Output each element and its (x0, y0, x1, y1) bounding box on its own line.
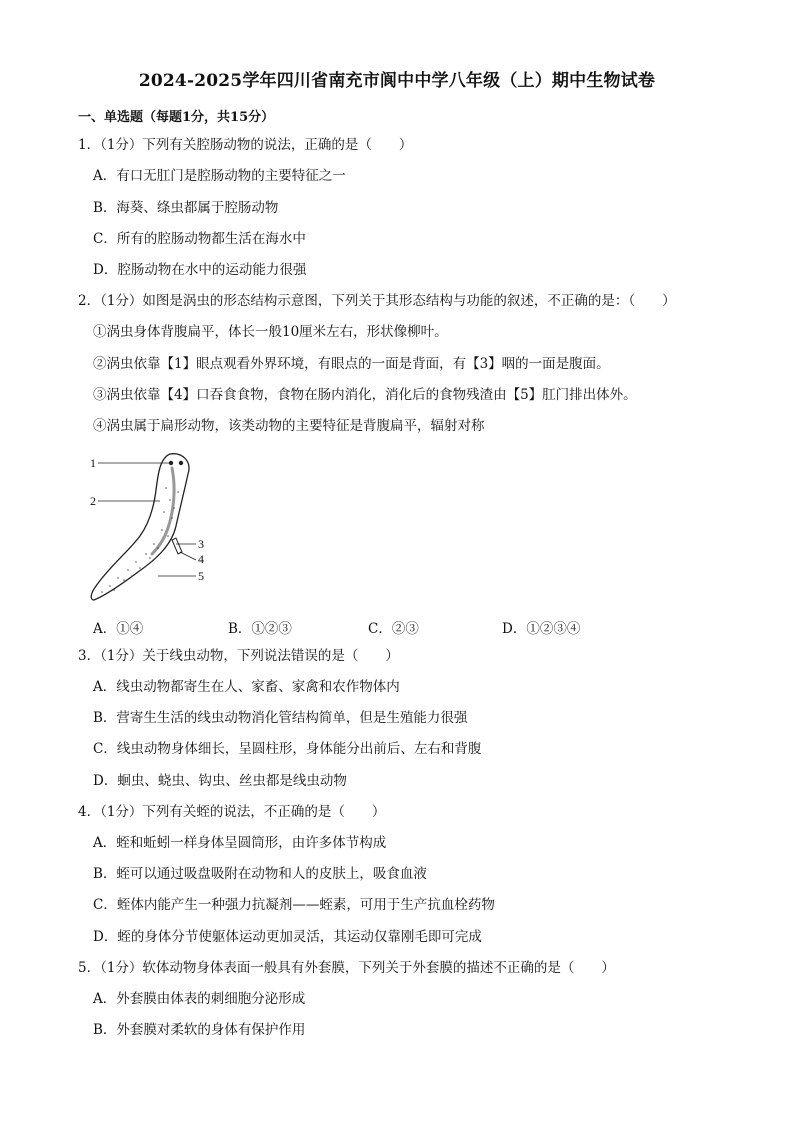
question-2-choice-d: D．①②③④ (502, 621, 581, 637)
question-4-stem: 4．（1分）下列有关蛭的说法，不正确的是（ ） (78, 804, 386, 820)
question-1-option-b: B．海葵、绦虫都属于腔肠动物 (93, 200, 279, 216)
figure-label-2: 2 (90, 494, 96, 508)
figure-label-4: 4 (198, 552, 204, 566)
question-3-option-b: B．营寄生生活的线虫动物消化管结构简单，但是生殖能力很强 (93, 710, 468, 726)
planarian-figure (88, 448, 218, 606)
question-1-option-c: C．所有的腔肠动物都生活在海水中 (93, 231, 306, 247)
pharynx (172, 538, 182, 554)
question-3-option-d: D．蛔虫、蛲虫、钩虫、丝虫都是线虫动物 (93, 773, 347, 789)
question-3-option-c: C．线虫动物身体细长，呈圆柱形，身体能分出前后、左右和背腹 (93, 741, 482, 757)
question-4-option-a: A．蛭和蚯蚓一样身体呈圆筒形，由许多体节构成 (93, 835, 387, 851)
question-3-option-a: A．线虫动物都寄生在人、家畜、家禽和农作物体内 (93, 679, 400, 695)
section-heading: 一、单选题（每题1分，共15分） (78, 110, 275, 125)
question-2-statement-4: ④涡虫属于扁形动物，该类动物的主要特征是背腹扁平，辐射对称 (93, 418, 485, 434)
question-4-option-b: B．蛭可以通过吸盘吸附在动物和人的皮肤上，吸食血液 (93, 866, 427, 882)
question-2-statement-3: ③涡虫依靠【4】口吞食食物，食物在肠内消化，消化后的食物残渣由【5】肛门排出体外。 (93, 387, 637, 403)
eyespot-right (179, 461, 183, 465)
question-1-stem: 1．（1分）下列有关腔肠动物的说法，正确的是（ ） (78, 137, 413, 153)
question-5-option-b: B．外套膜对柔软的身体有保护作用 (93, 1022, 306, 1038)
question-2-choice-a: A．①④ (93, 621, 144, 637)
figure-label-5: 5 (198, 569, 204, 583)
question-1-option-d: D．腔肠动物在水中的运动能力很强 (93, 262, 307, 278)
question-4-option-d: D．蛭的身体分节使躯体运动更加灵活，其运动仅靠刚毛即可完成 (93, 929, 482, 945)
exam-title: 2024-2025学年四川省南充市阆中中学八年级（上）期中生物试卷 (138, 71, 656, 91)
question-2-stem: 2．（1分）如图是涡虫的形态结构示意图，下列关于其形态结构与功能的叙述，不正确的是：（ ） (78, 293, 676, 309)
question-1-option-a: A．有口无肛门是腔肠动物的主要特征之一 (93, 168, 346, 184)
question-2-statement-2: ②涡虫依靠【1】眼点观看外界环境，有眼点的一面是背面，有【3】咽的一面是腹面。 (93, 356, 610, 372)
question-5-option-a: A．外套膜由体表的刺细胞分泌形成 (93, 991, 306, 1007)
question-3-stem: 3．（1分）关于线虫动物，下列说法错误的是（ ） (78, 648, 399, 664)
figure-label-3: 3 (198, 537, 204, 551)
question-2-statement-1: ①涡虫身体背腹扁平，体长一般10厘米左右，形状像柳叶。 (93, 324, 448, 340)
question-2-choice-c: C．②③ (368, 621, 419, 637)
figure-label-1: 1 (90, 456, 96, 470)
question-5-stem: 5．（1分）软体动物身体表面一般具有外套膜，下列关于外套膜的描述不正确的是（ ） (78, 960, 615, 976)
question-2-choice-b: B．①②③ (228, 621, 292, 637)
question-4-option-c: C．蛭体内能产生一种强力抗凝剂——蛭素，可用于生产抗血栓药物 (93, 897, 495, 913)
